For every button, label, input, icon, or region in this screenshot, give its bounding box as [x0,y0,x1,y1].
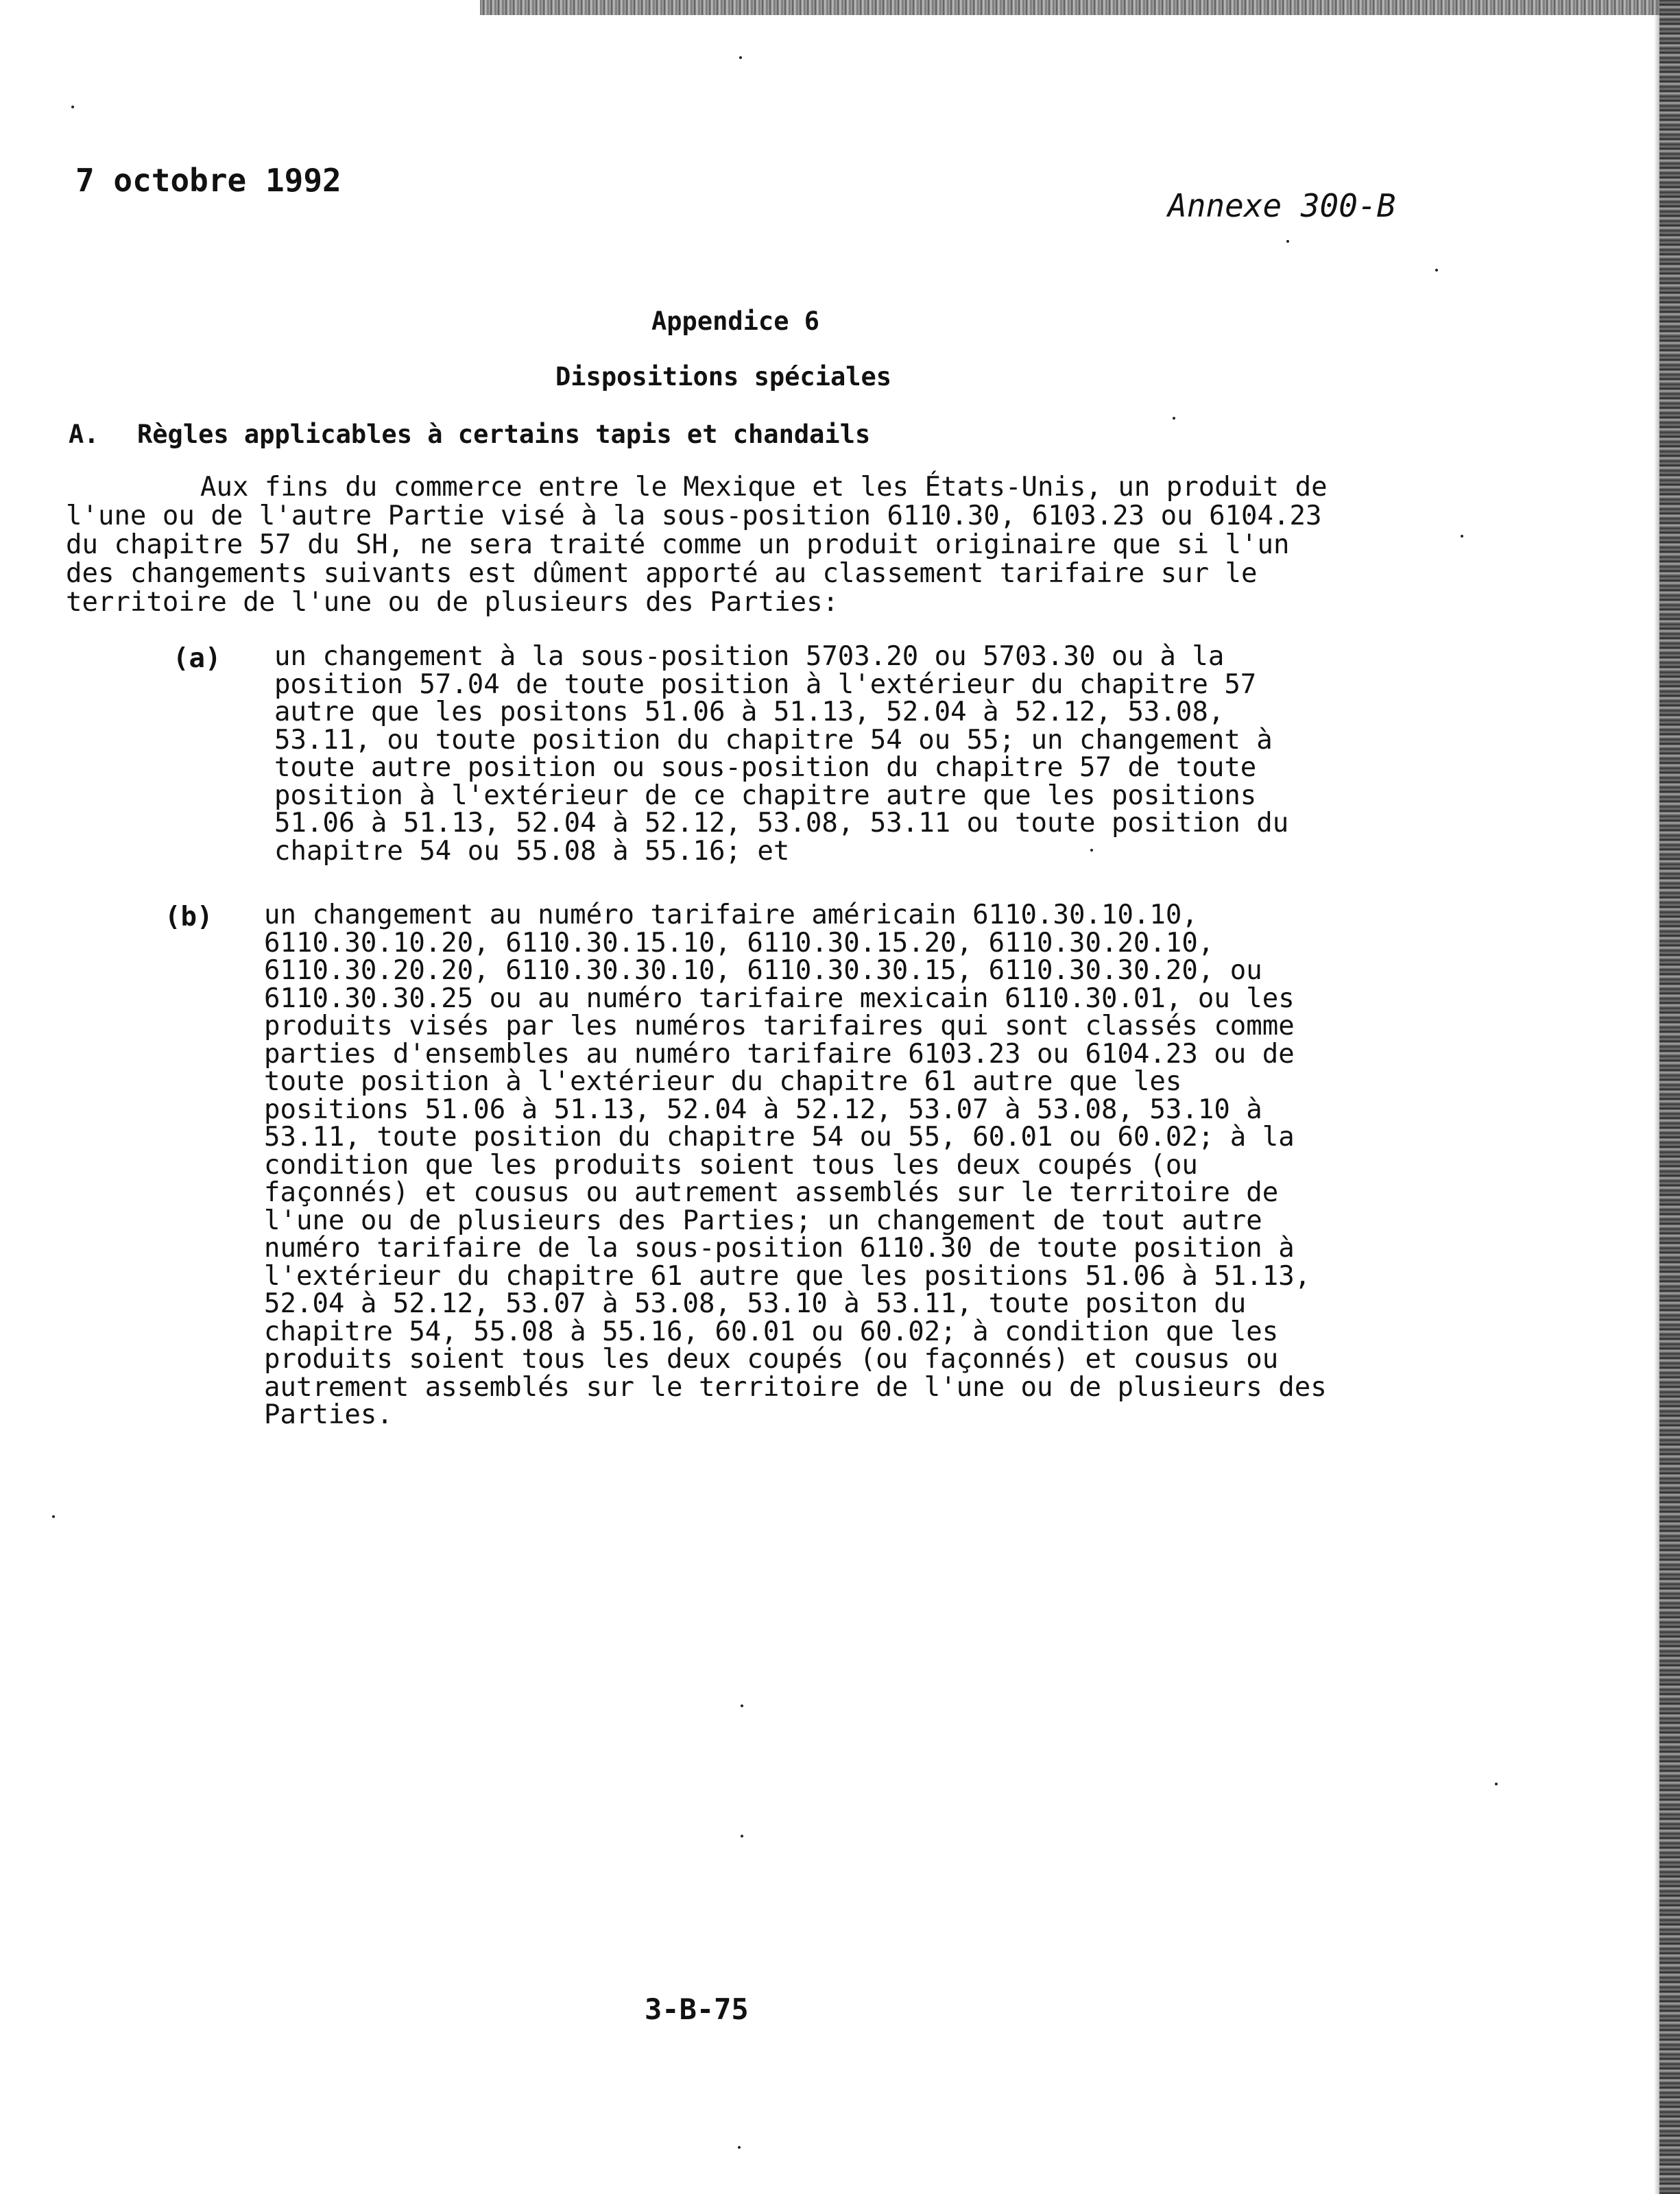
scan-speck [1461,535,1463,538]
section-title: Règles applicables à certains tapis et chandails [137,420,871,449]
item-a-line: position 57.04 de toute position à l'extérieur du chapitre 57 [274,668,1257,700]
annex-reference: Annexe 300-B [1168,187,1396,224]
item-b-line: positions 51.06 à 51.13, 52.04 à 52.12, 53.07 à 53.08, 53.10 à [264,1094,1262,1125]
item-b-line: 6110.30.30.25 ou au numéro tarifaire mexicain 6110.30.01, ou les [264,983,1295,1014]
item-b-line: un changement au numéro tarifaire américain 6110.30.10.10, [264,900,1198,930]
item-b-line: condition que les produits soient tous les deux coupés (ou [264,1149,1198,1181]
item-a-line: toute autre position ou sous-position du chapitre 57 de toute [274,752,1257,783]
item-b-text [264,902,1327,1430]
scan-edge-right [1659,0,1680,2194]
item-label-b: (b) [165,902,213,932]
section-heading [69,420,870,449]
item-a-line: un changement à la sous-position 5703.20 ou 5703.30 ou à la [274,641,1225,672]
item-b-line: produits soient tous les deux coupés (ou façonnés) et cousus ou [264,1344,1279,1375]
item-b-line: 53.11, toute position du chapitre 54 ou 55, 60.01 ou 60.02; à la [264,1122,1295,1153]
scan-speck [738,2146,741,2149]
intro-line: du chapitre 57 du SH, ne sera traité comme un produit originaire que si l'un [66,529,1290,560]
item-a-line: autre que les positons 51.06 à 51.13, 52.04 à 52.12, 53.08, [274,697,1225,727]
intro-paragraph [66,473,1328,617]
scan-speck [52,1515,55,1518]
scan-speck [1435,269,1438,272]
scan-speck [1286,240,1289,243]
item-b-line: l'une ou de plusieurs des Parties; un changement de tout autre [264,1205,1262,1236]
item-a-line: 53.11, ou toute position du chapitre 54 ou 55; un changement à [274,724,1273,756]
item-b-line: 6110.30.20.20, 6110.30.30.10, 6110.30.30.15, 6110.30.30.20, ou [264,955,1262,986]
item-a-line: chapitre 54 ou 55.08 à 55.16; et [274,835,790,867]
item-b-line: autrement assemblés sur le territoire de l'une ou de plusieurs des [264,1371,1327,1403]
item-b-line: 6110.30.10.20, 6110.30.15.10, 6110.30.15.20, 6110.30.20.10, [264,927,1214,959]
intro-line: l'une ou de l'autre Partie visé à la sous-position 6110.30, 6103.23 ou 6104.23 [66,501,1322,531]
item-a-line: 51.06 à 51.13, 52.04 à 52.12, 53.08, 53.11 ou toute position du [274,808,1289,839]
item-b-line: 52.04 à 52.12, 53.07 à 53.08, 53.10 à 53.11, toute positon du [264,1288,1247,1319]
intro-line: Aux fins du commerce entre le Mexique et les États-Unis, un produit de [200,472,1328,503]
scan-speck [1090,849,1093,852]
item-b-line: l'extérieur du chapitre 61 autre que les positions 51.06 à 51.13, [264,1260,1311,1292]
item-b-line: toute position à l'extérieur du chapitre 61 autre que les [264,1066,1182,1097]
scan-shadow-right [1654,0,1659,2194]
intro-line: territoire de l'une ou de plusieurs des Parties: [66,587,839,618]
item-b-line: produits visés par les numéros tarifaires qui sont classés comme [264,1011,1295,1041]
item-b-line: parties d'ensembles au numéro tarifaire 6103.23 ou 6104.23 ou de [264,1038,1295,1070]
item-b-line: Parties. [264,1399,393,1430]
item-a-line: position à l'extérieur de ce chapitre autre que les positions [274,780,1257,811]
section-subtitle: Dispositions spéciales [555,362,892,391]
item-label-a: (a) [173,643,221,674]
scan-edge-top [480,0,1680,15]
scan-speck [1495,1783,1498,1785]
item-a-text [274,643,1288,865]
document-date: 7 octobre 1992 [75,162,341,199]
appendix-title: Appendice 6 [651,306,820,336]
page-number: 3-B-75 [645,1992,749,2026]
scan-speck [739,56,742,59]
scan-speck [71,106,74,108]
item-b-line: numéro tarifaire de la sous-position 6110.30 de toute position à [264,1233,1295,1264]
intro-line: des changements suivants est dûment apporté au classement tarifaire sur le [66,558,1258,589]
scan-speck [741,1835,743,1837]
scan-speck [1173,417,1175,420]
item-b-line: façonnés) et cousus ou autrement assemblés sur le territoire de [264,1177,1279,1208]
scan-speck [741,1704,743,1707]
section-letter: A. [69,420,99,449]
item-b-line: chapitre 54, 55.08 à 55.16, 60.01 ou 60.02; à condition que les [264,1316,1279,1347]
